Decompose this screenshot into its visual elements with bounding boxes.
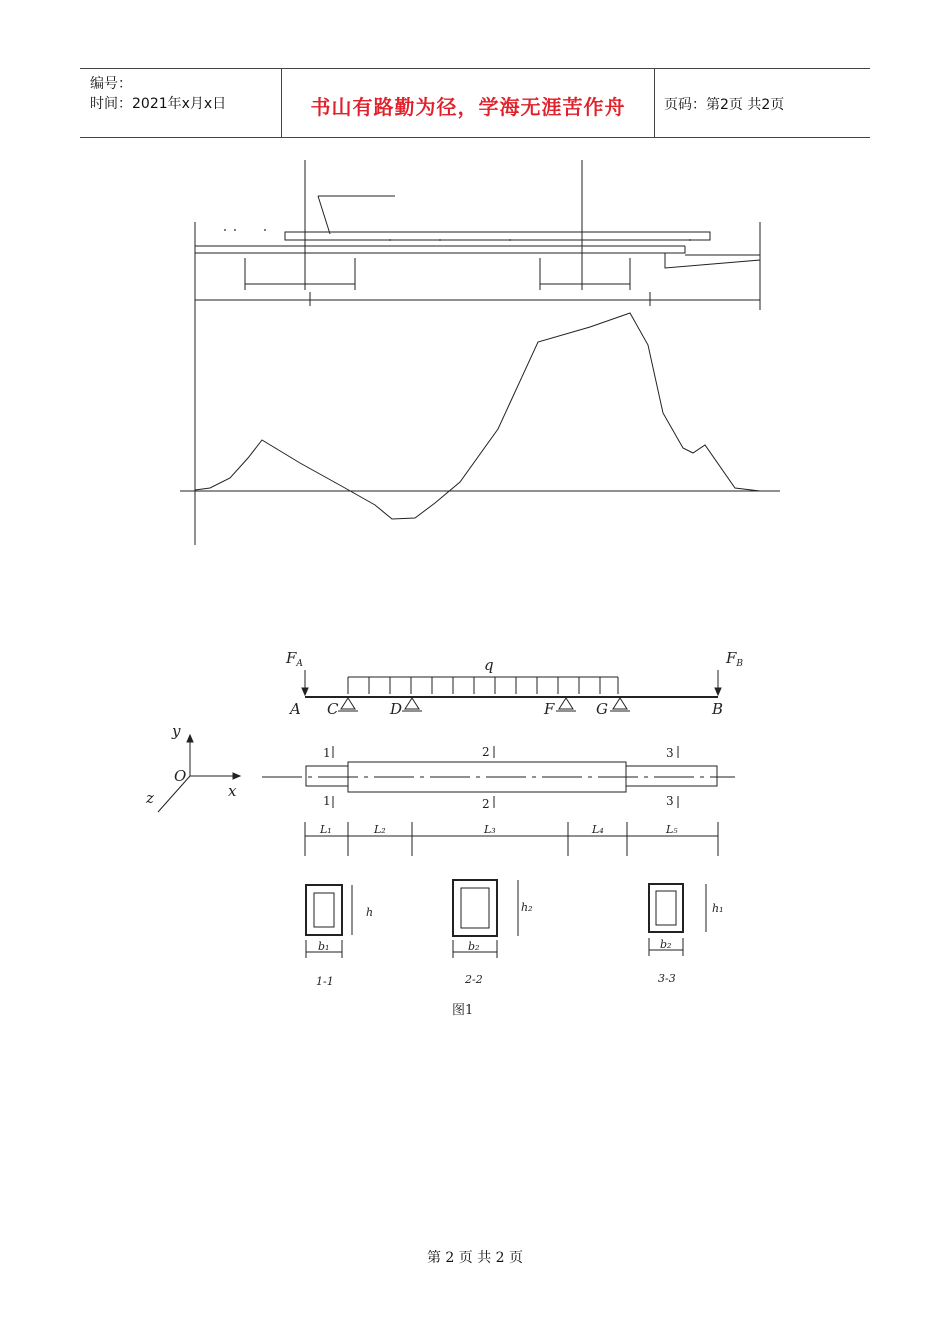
section-1-label: 1-1 bbox=[316, 975, 334, 988]
page-footer: 第 2 页 共 2 页 bbox=[426, 1250, 524, 1266]
section-2-h-label: h₂ bbox=[521, 901, 533, 914]
section-mark-3-bottom: 3 bbox=[666, 794, 674, 808]
point-c-label: C bbox=[327, 700, 339, 718]
length-l1-label: L₁ bbox=[320, 823, 332, 836]
length-l4-label: L₄ bbox=[592, 823, 604, 836]
length-l3-label: L₃ bbox=[484, 823, 496, 836]
section-1-b-label: b₁ bbox=[318, 940, 330, 953]
section-mark-1-bottom: 1 bbox=[323, 794, 331, 808]
section-3-h-label: h₁ bbox=[712, 902, 724, 915]
number-label: 编号： bbox=[90, 76, 132, 92]
axis-y-label: y bbox=[172, 722, 181, 740]
axis-o-label: O bbox=[174, 767, 187, 785]
time-label: 时间：2021年x月x日 bbox=[90, 96, 227, 112]
point-a-label: A bbox=[290, 700, 301, 718]
force-b-label: $F_B$ bbox=[726, 649, 744, 669]
force-a-label: $F_A$ bbox=[286, 649, 303, 669]
section-mark-1-top: 1 bbox=[323, 746, 331, 760]
section-mark-3-top: 3 bbox=[666, 746, 674, 760]
section-3-b-label: b₂ bbox=[660, 938, 672, 951]
load-q-label: q bbox=[484, 656, 494, 674]
page-info: 页码：第2页 共2页 bbox=[664, 97, 785, 113]
figure-caption: 图1 bbox=[452, 1003, 474, 1018]
section-mark-2-top: 2 bbox=[482, 745, 490, 759]
section-2-label: 2-2 bbox=[465, 973, 483, 986]
section-mark-2-bottom: 2 bbox=[482, 797, 490, 811]
axis-x-label: x bbox=[228, 782, 237, 800]
supports bbox=[338, 698, 630, 711]
section-2-b-label: b₂ bbox=[468, 940, 480, 953]
point-d-label: D bbox=[390, 700, 403, 718]
axis-z-label: z bbox=[146, 789, 154, 807]
length-l5-label: L₅ bbox=[666, 823, 678, 836]
section-1-h-label: h bbox=[366, 906, 374, 919]
point-g-label: G bbox=[596, 700, 608, 718]
motto: 书山有路勤为径，学海无涯苦作舟 bbox=[310, 95, 626, 119]
section-3-label: 3-3 bbox=[658, 972, 676, 985]
length-l2-label: L₂ bbox=[374, 823, 386, 836]
point-f-label: F bbox=[544, 700, 555, 718]
point-b-label: B bbox=[712, 700, 724, 718]
distributed-load-arrows bbox=[348, 677, 618, 694]
